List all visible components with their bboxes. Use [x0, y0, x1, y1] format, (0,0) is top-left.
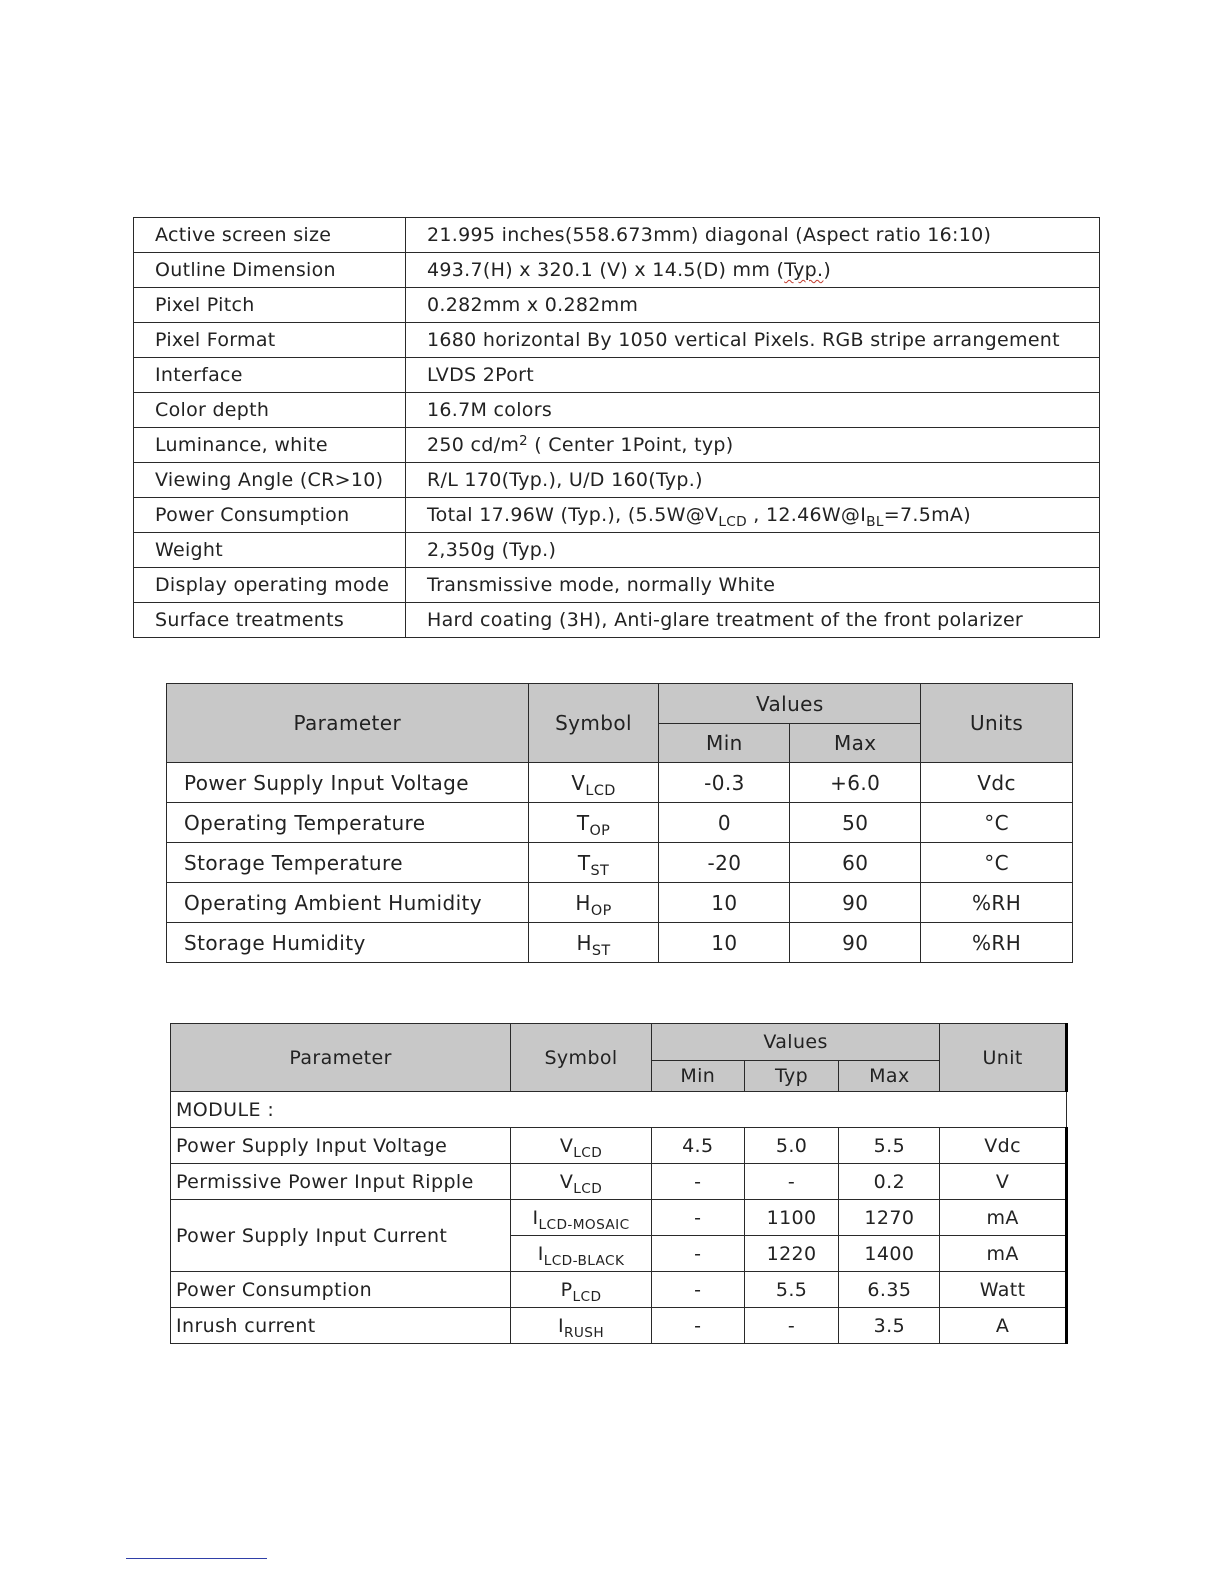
- spec-value-text: ): [823, 259, 832, 281]
- cell-min: -: [651, 1308, 744, 1344]
- subscript: LCD-MOSAIC: [538, 1216, 630, 1233]
- cell-unit: A: [940, 1308, 1067, 1344]
- cell-min: 10: [659, 923, 790, 963]
- cell-min: -20: [659, 843, 790, 883]
- cell-unit: mA: [940, 1200, 1067, 1236]
- cell-parameter: Permissive Power Input Ripple: [171, 1164, 511, 1200]
- header-min: Min: [659, 724, 790, 763]
- cell-parameter: Storage Temperature: [167, 843, 529, 883]
- header-row: [171, 1024, 1067, 1061]
- table-row: [134, 218, 1100, 253]
- spec-label: Power Consumption: [134, 498, 406, 533]
- header-parameter: Parameter: [167, 684, 529, 763]
- cell-unit: Vdc: [940, 1128, 1067, 1164]
- spec-value-text: Total 17.96W (Typ.), (5.5W@V: [427, 504, 719, 526]
- spec-value-text: , 12.46W@I: [746, 504, 867, 526]
- module-row: [171, 1092, 1067, 1128]
- symbol-text: I: [557, 1314, 564, 1337]
- symbol-text: V: [571, 770, 586, 795]
- table-row: [171, 1200, 1067, 1236]
- spec-value-text: 493.7(H) x 320.1 (V) x 14.5(D) mm (: [427, 259, 785, 281]
- table-row: [134, 288, 1100, 323]
- cell-parameter: Power Supply Input Voltage: [167, 763, 529, 803]
- cell-min: -0.3: [659, 763, 790, 803]
- subscript: LCD: [573, 1180, 603, 1197]
- cell-unit: °C: [921, 843, 1073, 883]
- symbol-text: H: [576, 930, 592, 955]
- spec-value-text: =7.5mA): [883, 504, 971, 526]
- symbol-text: P: [560, 1278, 573, 1301]
- spec-value-text: 250 cd/m: [427, 434, 520, 456]
- spec-label: Color depth: [134, 393, 406, 428]
- cell-max: 5.5: [839, 1128, 940, 1164]
- spec-value: 2,350g (Typ.): [406, 533, 1100, 568]
- cell-unit: mA: [940, 1236, 1067, 1272]
- cell-typ: 1100: [744, 1200, 839, 1236]
- table-row: [167, 763, 1073, 803]
- cell-parameter: Power Supply Input Voltage: [171, 1128, 511, 1164]
- cell-min: 0: [659, 803, 790, 843]
- cell-symbol: [528, 923, 659, 963]
- header-max: Max: [790, 724, 921, 763]
- cell-min: -: [651, 1236, 744, 1272]
- cell-min: 4.5: [651, 1128, 744, 1164]
- symbol-text: T: [577, 850, 591, 875]
- table-row: [134, 253, 1100, 288]
- cell-parameter: Operating Temperature: [167, 803, 529, 843]
- table-row: [167, 843, 1073, 883]
- cell-typ: 5.0: [744, 1128, 839, 1164]
- table-row: [134, 533, 1100, 568]
- cell-min: -: [651, 1200, 744, 1236]
- cell-unit: %RH: [921, 883, 1073, 923]
- cell-symbol: [511, 1164, 652, 1200]
- spec-label: Pixel Format: [134, 323, 406, 358]
- subscript: LCD: [585, 782, 616, 799]
- subscript: LCD: [572, 1288, 602, 1305]
- table-row: [134, 568, 1100, 603]
- spec-value: Hard coating (3H), Anti-glare treatment of the front polarizer: [406, 603, 1100, 638]
- subscript: RUSH: [564, 1324, 605, 1341]
- cell-max: 1270: [839, 1200, 940, 1236]
- cell-symbol: [528, 883, 659, 923]
- table-row: [171, 1272, 1067, 1308]
- cell-symbol: [511, 1200, 652, 1236]
- cell-min: 10: [659, 883, 790, 923]
- absolute-ratings-table: [166, 683, 1073, 963]
- cell-unit: Vdc: [921, 763, 1073, 803]
- symbol-text: I: [537, 1242, 544, 1265]
- subscript: LCD: [718, 513, 747, 530]
- cell-symbol: [511, 1272, 652, 1308]
- header-values: Values: [651, 1024, 939, 1061]
- subscript: OP: [589, 822, 611, 839]
- table-row: [134, 323, 1100, 358]
- spec-value: LVDS 2Port: [406, 358, 1100, 393]
- cell-unit: %RH: [921, 923, 1073, 963]
- header-max: Max: [839, 1061, 940, 1092]
- header-min: Min: [651, 1061, 744, 1092]
- cell-max: 0.2: [839, 1164, 940, 1200]
- cell-symbol: [528, 763, 659, 803]
- table-row: [134, 358, 1100, 393]
- cell-max: 1400: [839, 1236, 940, 1272]
- symbol-text: H: [575, 890, 591, 915]
- table-row: [134, 393, 1100, 428]
- table-row: [134, 428, 1100, 463]
- superscript: 2: [519, 434, 528, 450]
- symbol-text: T: [576, 810, 590, 835]
- module-label: MODULE :: [171, 1092, 1067, 1128]
- cell-unit: Watt: [940, 1272, 1067, 1308]
- electrical-characteristics-table: [170, 1023, 1068, 1344]
- cell-parameter: Power Consumption: [171, 1272, 511, 1308]
- cell-typ: 5.5: [744, 1272, 839, 1308]
- spec-label: Weight: [134, 533, 406, 568]
- symbol-text: I: [532, 1206, 539, 1229]
- cell-max: 60: [790, 843, 921, 883]
- cell-typ: 1220: [744, 1236, 839, 1272]
- header-unit: Unit: [940, 1024, 1067, 1092]
- spec-label: Active screen size: [134, 218, 406, 253]
- header-symbol: Symbol: [511, 1024, 652, 1092]
- table-row: [167, 803, 1073, 843]
- cell-max: 90: [790, 883, 921, 923]
- table-row: [171, 1164, 1067, 1200]
- cell-parameter: Operating Ambient Humidity: [167, 883, 529, 923]
- subscript: LCD: [573, 1144, 603, 1161]
- spec-value: 0.282mm x 0.282mm: [406, 288, 1100, 323]
- subscript: ST: [591, 942, 611, 959]
- spec-value-text: ( Center 1Point, typ): [527, 434, 734, 456]
- cell-parameter: Power Supply Input Current: [171, 1200, 511, 1272]
- general-spec-table: [133, 217, 1100, 638]
- cell-max: 3.5: [839, 1308, 940, 1344]
- spec-value: Transmissive mode, normally White: [406, 568, 1100, 603]
- table-row: [167, 923, 1073, 963]
- table-row: [167, 883, 1073, 923]
- spec-value: [406, 498, 1100, 533]
- subscript: OP: [590, 902, 612, 919]
- subscript: LCD-BLACK: [543, 1252, 625, 1269]
- header-parameter: Parameter: [171, 1024, 511, 1092]
- spec-label: Viewing Angle (CR>10): [134, 463, 406, 498]
- cell-unit: V: [940, 1164, 1067, 1200]
- spec-label: Pixel Pitch: [134, 288, 406, 323]
- spelling-underlined-text: Typ.: [784, 259, 824, 281]
- footnote-separator: [126, 1558, 267, 1559]
- spec-value: R/L 170(Typ.), U/D 160(Typ.): [406, 463, 1100, 498]
- cell-symbol: [528, 803, 659, 843]
- spec-label: Display operating mode: [134, 568, 406, 603]
- cell-min: -: [651, 1272, 744, 1308]
- spec-label: Surface treatments: [134, 603, 406, 638]
- cell-min: -: [651, 1164, 744, 1200]
- table-row: [134, 498, 1100, 533]
- header-symbol: Symbol: [528, 684, 659, 763]
- header-values: Values: [659, 684, 921, 724]
- cell-typ: -: [744, 1308, 839, 1344]
- table-row: [171, 1128, 1067, 1164]
- cell-max: 90: [790, 923, 921, 963]
- cell-max: +6.0: [790, 763, 921, 803]
- cell-symbol: [528, 843, 659, 883]
- spec-value: 16.7M colors: [406, 393, 1100, 428]
- cell-unit: °C: [921, 803, 1073, 843]
- cell-symbol: [511, 1308, 652, 1344]
- table-row: [134, 603, 1100, 638]
- header-row: [167, 684, 1073, 724]
- cell-parameter: Inrush current: [171, 1308, 511, 1344]
- cell-parameter: Storage Humidity: [167, 923, 529, 963]
- spec-value: [406, 428, 1100, 463]
- symbol-text: V: [559, 1170, 574, 1193]
- spec-value: 1680 horizontal By 1050 vertical Pixels. RGB stripe arrangement: [406, 323, 1100, 358]
- table-row: [134, 463, 1100, 498]
- symbol-text: V: [559, 1134, 574, 1157]
- cell-max: 50: [790, 803, 921, 843]
- table-row: [171, 1308, 1067, 1344]
- spec-label: Luminance, white: [134, 428, 406, 463]
- spec-label: Outline Dimension: [134, 253, 406, 288]
- subscript: ST: [590, 862, 610, 879]
- spec-value: 21.995 inches(558.673mm) diagonal (Aspect ratio 16:10): [406, 218, 1100, 253]
- cell-symbol: [511, 1128, 652, 1164]
- cell-max: 6.35: [839, 1272, 940, 1308]
- spec-label: Interface: [134, 358, 406, 393]
- header-typ: Typ: [744, 1061, 839, 1092]
- spec-value: [406, 253, 1100, 288]
- cell-typ: -: [744, 1164, 839, 1200]
- header-units: Units: [921, 684, 1073, 763]
- cell-symbol: [511, 1236, 652, 1272]
- subscript: BL: [866, 513, 884, 530]
